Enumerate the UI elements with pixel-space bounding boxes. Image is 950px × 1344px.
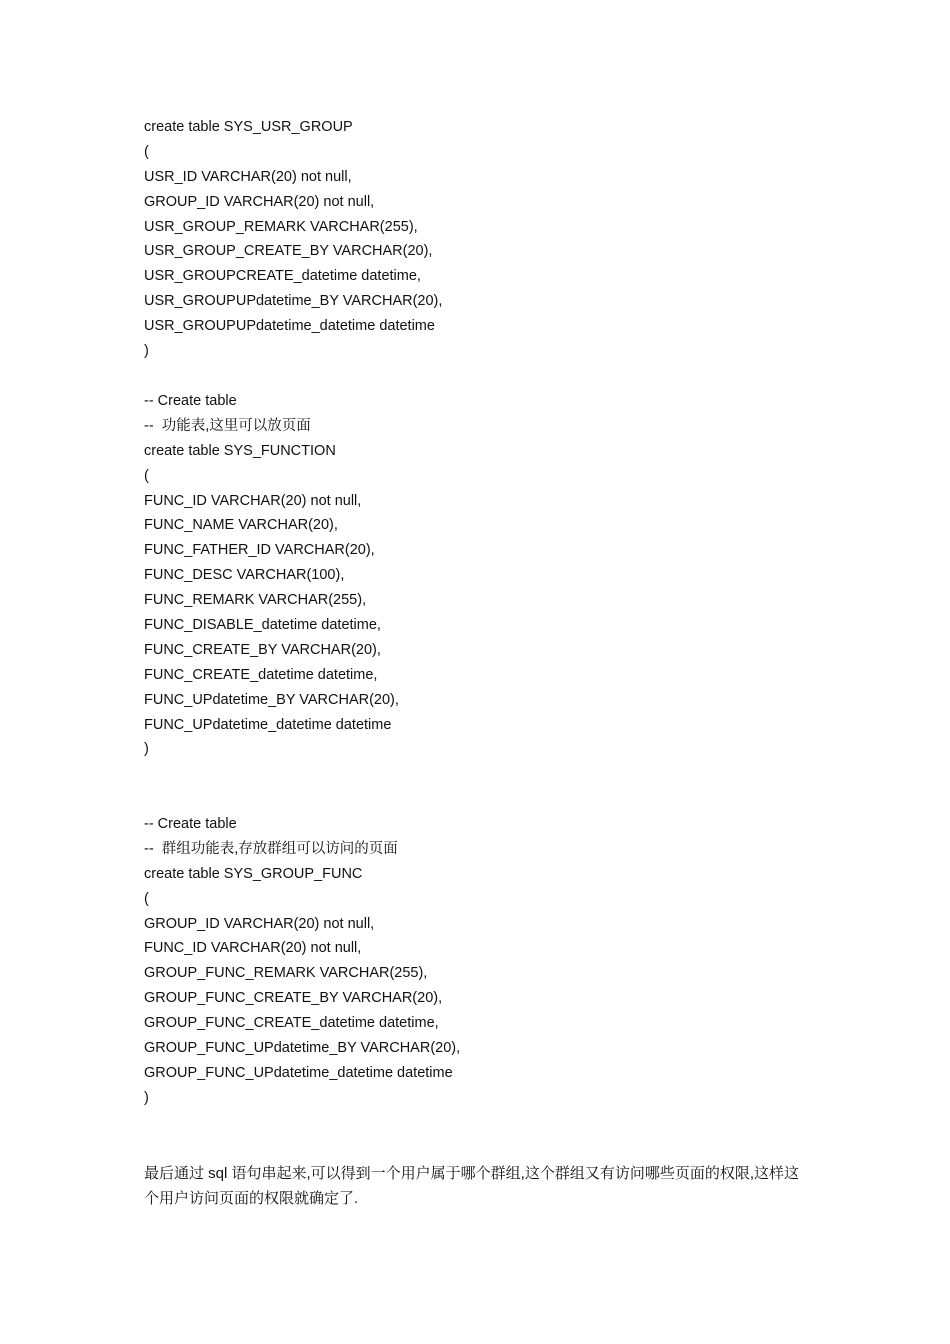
- summary-paragraph: 最后通过 sql 语句串起来,可以得到一个用户属于哪个群组,这个群组又有访问哪些页面的权限,这样这个用户访问页面的权限就确定了.: [144, 1165, 800, 1207]
- code-line: USR_GROUPCREATE_datetime datetime,: [144, 268, 421, 285]
- code-line: ): [144, 343, 149, 360]
- code-line: FUNC_DESC VARCHAR(100),: [144, 567, 345, 584]
- code-line: USR_GROUPUPdatetime_BY VARCHAR(20),: [144, 293, 443, 310]
- code-line: USR_ID VARCHAR(20) not null,: [144, 168, 352, 185]
- code-line: (: [144, 890, 149, 907]
- code-line: create table SYS_USR_GROUP: [144, 119, 353, 135]
- comment-line: -- 功能表,这里可以放页面: [144, 417, 311, 434]
- code-line: create table SYS_FUNCTION: [144, 442, 336, 459]
- code-line: (: [144, 467, 149, 484]
- code-line: ): [144, 741, 149, 758]
- code-line: FUNC_CREATE_BY VARCHAR(20),: [144, 641, 381, 658]
- comment-line: -- Create table: [144, 393, 237, 409]
- code-line: FUNC_CREATE_datetime datetime,: [144, 666, 378, 683]
- sql-block-function: [144, 389, 399, 762]
- code-line: FUNC_ID VARCHAR(20) not null,: [144, 492, 362, 509]
- code-line: FUNC_DISABLE_datetime datetime,: [144, 617, 381, 634]
- code-line: USR_GROUP_CREATE_BY VARCHAR(20),: [144, 243, 433, 260]
- code-line: USR_GROUP_REMARK VARCHAR(255),: [144, 218, 418, 235]
- code-line: GROUP_ID VARCHAR(20) not null,: [144, 915, 375, 932]
- code-line: GROUP_FUNC_CREATE_BY VARCHAR(20),: [144, 990, 443, 1007]
- code-line: (: [144, 143, 149, 160]
- comment-line: -- Create table: [144, 816, 237, 832]
- code-line: GROUP_FUNC_CREATE_datetime datetime,: [144, 1015, 439, 1032]
- code-line: ): [144, 1089, 149, 1106]
- code-line: GROUP_FUNC_UPdatetime_datetime datetime: [144, 1064, 453, 1081]
- sql-block-usr-group: [144, 115, 442, 364]
- code-line: FUNC_ID VARCHAR(20) not null,: [144, 940, 362, 957]
- code-line: USR_GROUPUPdatetime_datetime datetime: [144, 318, 435, 335]
- code-line: FUNC_UPdatetime_BY VARCHAR(20),: [144, 691, 399, 708]
- code-line: FUNC_UPdatetime_datetime datetime: [144, 716, 392, 733]
- code-line: GROUP_FUNC_REMARK VARCHAR(255),: [144, 965, 428, 982]
- code-line: GROUP_ID VARCHAR(20) not null,: [144, 193, 375, 210]
- code-line: GROUP_FUNC_UPdatetime_BY VARCHAR(20),: [144, 1040, 461, 1057]
- code-line: FUNC_NAME VARCHAR(20),: [144, 517, 338, 534]
- code-line: FUNC_FATHER_ID VARCHAR(20),: [144, 542, 375, 559]
- sql-block-group-func: [144, 812, 460, 1111]
- code-line: create table SYS_GROUP_FUNC: [144, 865, 363, 882]
- code-line: FUNC_REMARK VARCHAR(255),: [144, 592, 367, 609]
- comment-line: -- 群组功能表,存放群组可以访问的页面: [144, 840, 398, 857]
